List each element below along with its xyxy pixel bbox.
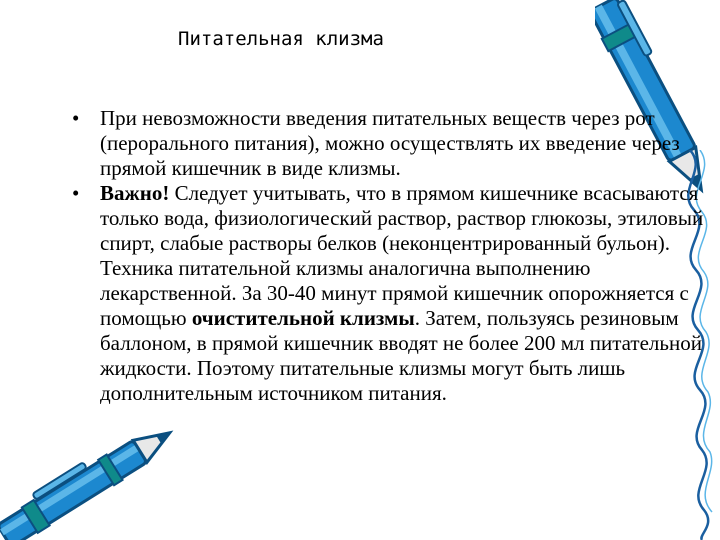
slide-body	[64, 106, 714, 406]
bullet-text: Следует учитывать, что в прямом кишечнике всасываются только вода, физиологический раствор, раствор глюкозы, этиловый спирт, слабые растворы белков (неконцентрированный бульон). Техника питательной клизмы аналогична выполнению лекарственной. За 30-40 минут прямой кишечник опорожняется с помощью	[100, 181, 704, 330]
slide-title: Питательная клизма	[178, 28, 384, 50]
bullet-text: . Затем, пользуясь резиновым баллоном, в прямой кишечник вводят не более 200 мл питательной жидкости. Поэтому питательные клизмы могут быть лишь дополнительным источником питания.	[100, 306, 702, 405]
bullet-text: При невозможности введения питательных веществ через рот (перорального питания), можно осуществлять их введение через прямой кишечник в виде клизмы.	[100, 106, 680, 180]
bold-text: Важно!	[100, 181, 170, 205]
bullet-marker: •	[72, 181, 80, 205]
bullet-item	[64, 181, 714, 406]
pen-bottom-left-icon	[0, 425, 175, 540]
bold-text: очистительной клизмы	[191, 306, 415, 330]
bullet-marker: •	[72, 106, 80, 130]
bullet-item	[64, 106, 714, 181]
